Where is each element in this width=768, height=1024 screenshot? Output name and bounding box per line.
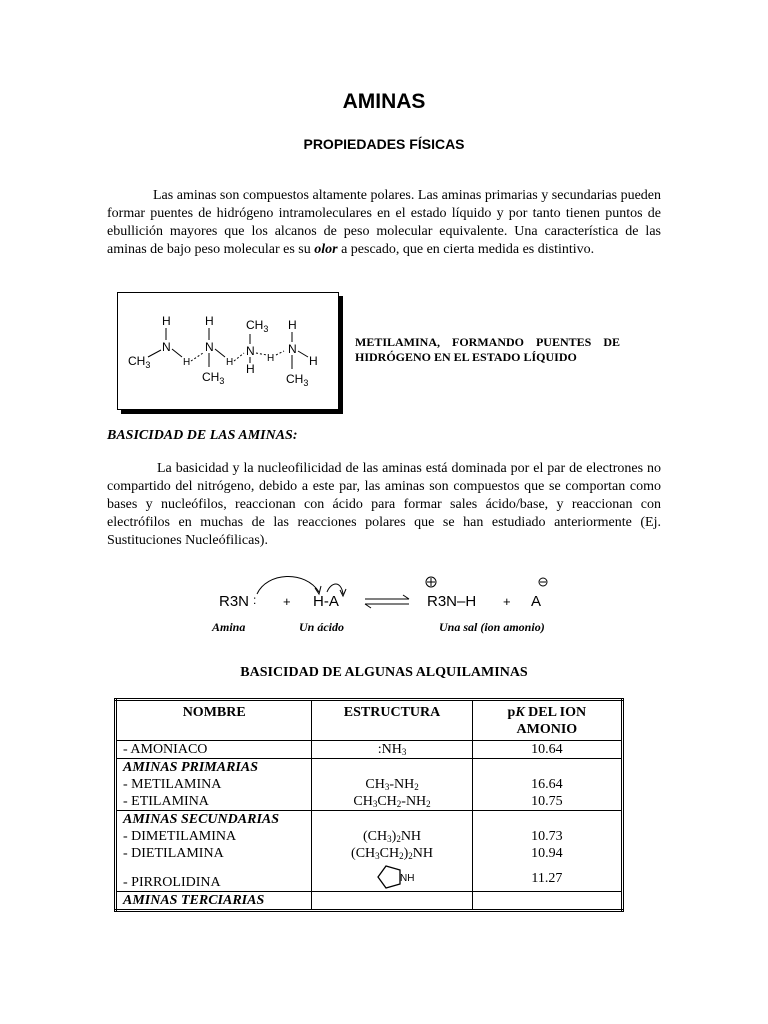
intro-emphasis: olor (314, 242, 338, 257)
group-primarias: AMINAS PRIMARIAS - METILAMINA - ETILAMINA (116, 759, 312, 811)
atom-h: H (246, 362, 255, 376)
atom-h: H (309, 354, 318, 368)
header-pk: pK DEL ION AMONIO (472, 700, 622, 741)
row-pk: 16.64 10.75 (472, 759, 622, 811)
table-row (116, 759, 623, 811)
row-structure: $CH_3-NH_2$ $CH_3CH_2-NH_2$ (312, 759, 472, 811)
table-row (116, 741, 623, 759)
intro-text-1: Las aminas son compuestos altamente polares. Las aminas primarias y secundarias pueden formar puentes de hidrógeno intramoleculares en el estado líquido y por tanto tienen puntos de ebullición mayores que los alcanos de peso molecular equivalente. Una característica de las aminas de bajo peso molecular es su (107, 188, 661, 257)
atom-h: H (183, 357, 191, 368)
atom-ch3: $CH_3$ (128, 354, 151, 370)
atom-n: N (246, 344, 255, 358)
atom-ch3: $CH_3$ (246, 318, 269, 334)
plus-sign: + (503, 594, 511, 609)
page-title: AMINAS (342, 90, 426, 113)
atom-h: H (267, 353, 275, 364)
plus-sign: + (283, 594, 291, 609)
reactant-amine: R3N (219, 593, 250, 610)
product-anion: A (531, 593, 542, 610)
atom-h: H (226, 357, 234, 368)
atom-n: N (205, 340, 214, 354)
table-header-row (116, 700, 623, 741)
row-pk: 10.64 (472, 741, 622, 759)
row-structure: $:NH_3$ (312, 741, 472, 759)
group-secundarias: AMINAS SECUNDARIAS - DIMETILAMINA - DIETILAMINA - PIRROLIDINA (116, 811, 312, 892)
row-structure: $(CH_3)_2NH$ $(CH_3CH_2)_2NH$ NH (312, 811, 472, 892)
figure-caption: METILAMINA, FORMANDO PUENTES DE HIDRÓGENO EN EL ESTADO LÍQUIDO (355, 335, 620, 364)
subtitle: PROPIEDADES FÍSICAS (303, 136, 465, 152)
amine-basicity-table (114, 698, 624, 912)
atom-h: H (205, 314, 214, 328)
basicity-text: La basicidad y la nucleofilicidad de las aminas está dominada por el par de electrones no compartido del nitrógeno, debido a este par, las aminas son compuestos que se comportan como bases y nucleófilos, reaccionan con ácido para formar sales ácido/base, y reaccionan con electrófilos en muchas de las reacciones polares que se han estudiado anteriormente (Ej. Sustituciones Nucleófilicas). (107, 461, 661, 548)
atom-ch3: $CH_3$ (286, 372, 309, 388)
table-title: BASICIDAD DE ALGUNAS ALQUILAMINAS (240, 665, 528, 680)
table-row (116, 892, 623, 911)
intro-text-2: a pescado, que en cierta medida es distintivo. (337, 242, 595, 257)
header-nombre: NOMBRE (116, 700, 312, 741)
row-name: - AMONIACO (116, 741, 312, 759)
section-heading: BASICIDAD DE LAS AMINAS: (107, 428, 298, 443)
atom-ch3: $CH_3$ (202, 370, 225, 386)
methylamine-hbond-figure (117, 292, 339, 410)
product-ammonium: R3N–H (427, 593, 477, 610)
svg-text:NH: NH (400, 873, 415, 884)
atom-n: N (162, 340, 171, 354)
label-amine: Amina (212, 620, 246, 634)
group-terciarias: AMINAS TERCIARIAS (116, 892, 312, 911)
atom-h: H (162, 314, 171, 328)
basicity-paragraph (107, 460, 661, 550)
atom-n: N (288, 342, 297, 356)
reactant-acid: H-A (313, 593, 339, 610)
intro-paragraph (107, 187, 661, 259)
acid-base-reaction (205, 572, 565, 620)
row-pk: 10.73 10.94 11.27 (472, 811, 622, 892)
pyrrolidine-structure (318, 862, 465, 891)
header-estructura: ESTRUCTURA (312, 700, 472, 741)
table-row (116, 811, 623, 892)
label-salt: Una sal (ion amonio) (439, 620, 545, 634)
atom-h: H (288, 318, 297, 332)
label-acid: Un ácido (299, 620, 344, 634)
methylamine-structure-diagram (118, 293, 338, 409)
lone-pair-dots: : (253, 593, 257, 607)
